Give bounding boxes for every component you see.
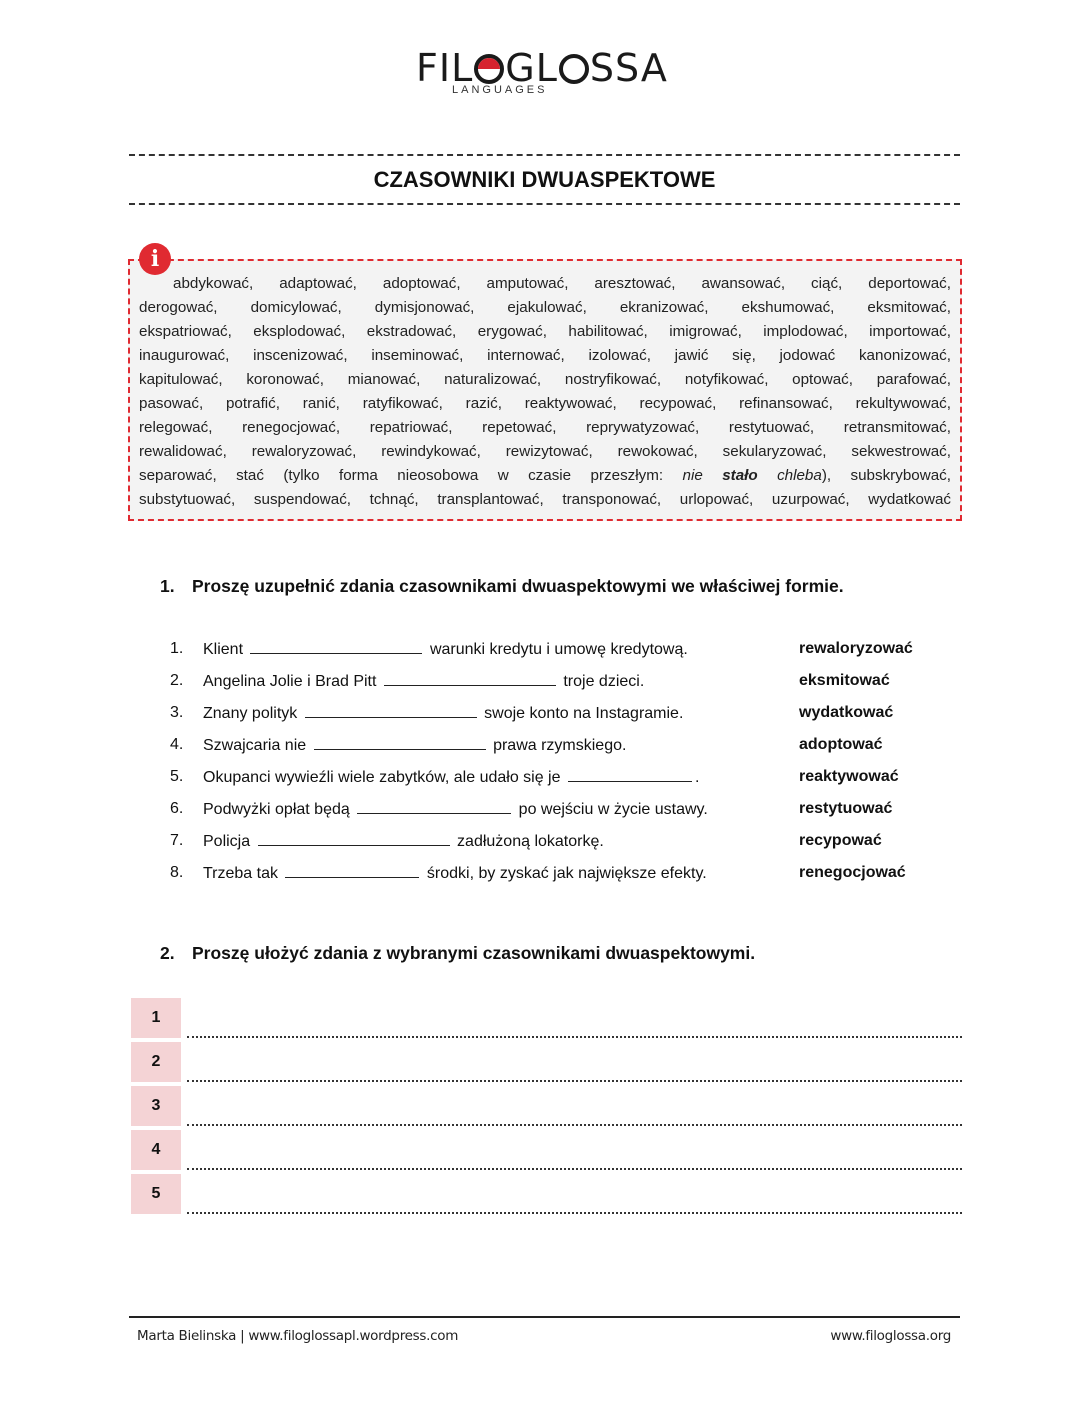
- page-title: CZASOWNIKI DWUASPEKTOWE: [373, 167, 716, 192]
- target-verb: recypować: [799, 832, 882, 849]
- writing-row: [131, 1130, 962, 1170]
- answer-blank[interactable]: [357, 800, 511, 814]
- answer-blank[interactable]: [384, 672, 556, 686]
- verb-list-line: abdykować, adaptować, adoptować, amputować, aresztować, awansować, ciąć, deportować,: [173, 275, 951, 292]
- answer-blank[interactable]: [285, 864, 419, 878]
- verb-list-line: rewalidować, rewaloryzować, rewindykować, rewizytować, rewokować, sekularyzować, sekwestrować,: [139, 443, 951, 460]
- target-verb: adoptować: [799, 736, 883, 753]
- magnifier-bubble-icon: [559, 54, 589, 84]
- target-verb: restytuować: [799, 800, 893, 817]
- verb-list-line: pasować, potrafić, ranić, ratyfikować, razić, reaktywować, recypować, refinansować, rekultywować,: [139, 395, 951, 412]
- writing-line[interactable]: [187, 1080, 962, 1082]
- verb-list-line: kapitulować, koronować, mianować, naturalizować, nostryfikować, notyfikować, optować, parafować,: [139, 371, 951, 388]
- footer-rule: [129, 1316, 960, 1318]
- row-number: 3: [131, 1086, 181, 1126]
- answer-blank[interactable]: [314, 736, 486, 750]
- row-number: 4: [131, 1130, 181, 1170]
- logo-subtitle: LANGUAGES: [452, 84, 548, 96]
- filoglossa-logo: [416, 46, 676, 98]
- logo-wordmark: FIL GL SSA: [416, 46, 668, 90]
- verb-list-line: derogować, domicylować, dymisjonować, ejakulować, ekranizować, ekshumować, eksmitować,: [139, 299, 951, 316]
- footer-website-link[interactable]: www.filoglossa.org: [830, 1328, 951, 1344]
- verb-list-line: substytuować, suspendować, tchnąć, transplantować, transponować, urlopować, uzurpować, wydatkować: [139, 491, 951, 508]
- writing-line[interactable]: [187, 1036, 962, 1038]
- answer-blank[interactable]: [305, 704, 477, 718]
- target-verb: rewaloryzować: [799, 640, 913, 657]
- writing-row: [131, 1042, 962, 1082]
- verb-list-line: separować, stać (tylko forma nieosobowa w czasie przeszłym: nie stało chleba), subskrybować,: [139, 467, 951, 484]
- target-verb: renegocjować: [799, 864, 906, 881]
- answer-blank[interactable]: [568, 768, 692, 782]
- writing-row: [131, 998, 962, 1038]
- title-top-rule: [129, 154, 960, 156]
- writing-line[interactable]: [187, 1124, 962, 1126]
- title-bottom-rule: [129, 203, 960, 205]
- speech-bubble-icon: [474, 54, 504, 84]
- verb-list-line: ekspatriować, eksplodować, ekstradować, erygować, habilitować, imigrować, implodować, importować,: [139, 323, 951, 340]
- writing-line[interactable]: [187, 1212, 962, 1214]
- target-verb: reaktywować: [799, 768, 899, 785]
- target-verb: wydatkować: [799, 704, 894, 721]
- row-number: 5: [131, 1174, 181, 1214]
- info-icon: i: [139, 243, 171, 275]
- task1-heading: 1. Proszę uzupełnić zdania czasownikami dwuaspektowymi we właściwej formie.: [160, 576, 844, 596]
- writing-line[interactable]: [187, 1168, 962, 1170]
- task2-heading: 2. Proszę ułożyć zdania z wybranymi czasownikami dwuaspektowymi.: [160, 943, 756, 963]
- answer-blank[interactable]: [250, 640, 422, 654]
- row-number: 2: [131, 1042, 181, 1082]
- verb-list-line: inaugurować, inscenizować, inseminować, internować, izolować, jawić się, jodować kanonizować,: [139, 347, 951, 364]
- writing-row: [131, 1174, 962, 1214]
- footer-author: Marta Bielinska | www.filoglossapl.wordpress.com: [137, 1328, 459, 1344]
- target-verb: eksmitować: [799, 672, 890, 689]
- writing-row: [131, 1086, 962, 1126]
- answer-blank[interactable]: [258, 832, 450, 846]
- verb-list-line: relegować, renegocjować, repatriować, repetować, reprywatyzować, restytuować, retransmitować,: [139, 419, 951, 436]
- row-number: 1: [131, 998, 181, 1038]
- verb-list-box: [128, 259, 962, 521]
